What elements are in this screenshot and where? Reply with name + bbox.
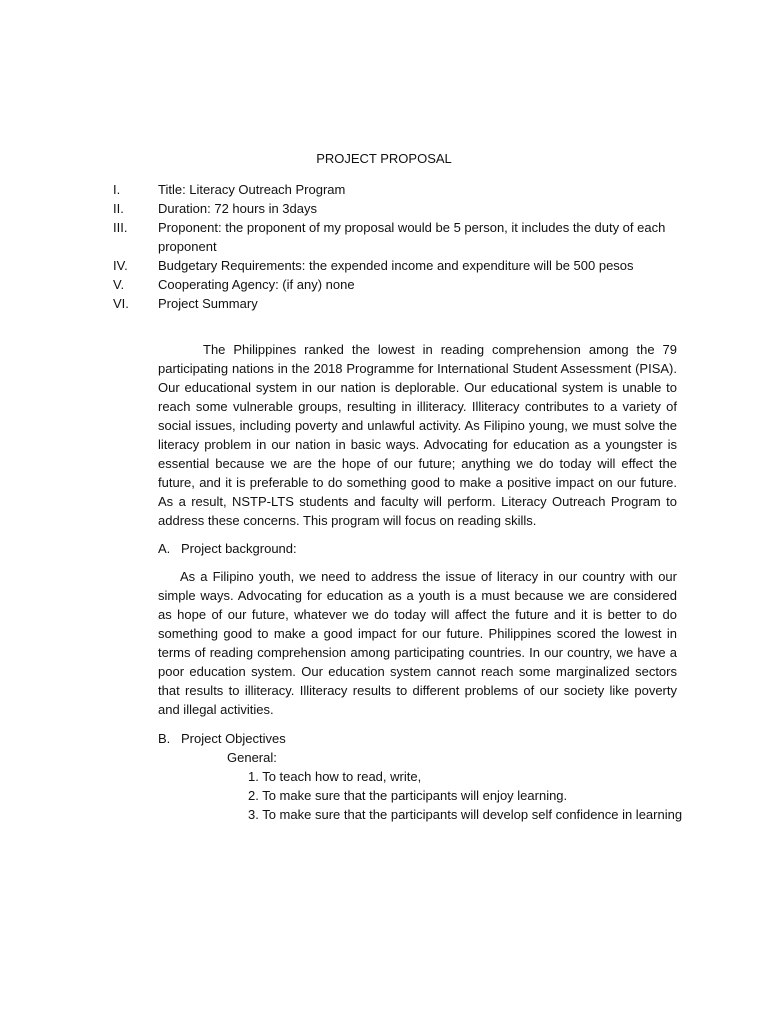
section-text: Budgetary Requirements: the expended income and expenditure will be 500 pesos [158,258,634,273]
general-label: General: [227,750,277,765]
project-background-paragraph: As a Filipino youth, we need to address the issue of literacy in our country with our simple ways. Advocating for education as a youth is a must because we are considered as hope of our future, whatever we do today will affect the future and it is better to do something good to make a good impact for our future. Philippines scored the lowest in terms of reading comprehension among participating countries. In our country, we have a poor education system. Our education system cannot reach some marginalized sectors that results to illiteracy. Illiteracy results to different problems of our society like poverty and illegal activities. [158,569,677,717]
section-text: Cooperating Agency: (if any) none [158,277,355,292]
objectives-list [248,767,682,824]
section-number: VI. [113,296,129,311]
section-text: Title: Literacy Outreach Program [158,182,346,197]
section-item [113,180,673,199]
heading-letter: B. [158,731,171,746]
section-text: Project Summary [158,296,258,311]
section-number: III. [113,220,128,235]
section-number: II. [113,201,124,216]
objective-item: 3. To make sure that the participants will develop self confidence in learning [248,807,683,822]
heading-letter: A. [158,541,171,556]
heading-text: Project Objectives [181,731,286,746]
section-item [113,218,673,256]
document-title: PROJECT PROPOSAL [316,151,452,166]
section-number: IV. [113,258,128,273]
section-number: V. [113,277,125,292]
section-item [113,256,673,275]
heading-text: Project background: [181,541,297,556]
section-item [113,199,673,218]
section-item [113,275,673,294]
project-objectives-heading [158,729,286,748]
project-background-heading [158,539,297,558]
objective-item: 1. To teach how to read, write, [248,769,422,784]
section-text: Duration: 72 hours in 3days [158,201,317,216]
section-item [113,294,673,313]
section-text: Proponent: the proponent of my proposal would be 5 person, it includes the duty of each proponent [158,220,666,254]
proposal-sections-list [113,180,673,313]
project-summary-paragraph: The Philippines ranked the lowest in reading comprehension among the 79 participating nations in the 2018 Programme for International Student Assessment (PISA). Our educational system in our nation is deplorable. Our educational system is unable to reach some vulnerable groups, resulting in illiteracy. Illiteracy contributes to a variety of social issues, including poverty and unlawful activity. As Filipino young, we must solve the literacy problem in our nation in basic ways. Advocating for education as a youngster is essential because we are the hope of our future; anything we do today will effect the future, and it is preferable to do something good to make a positive impact on our future. As a result, NSTP-LTS students and faculty will perform. Literacy Outreach Program to address these concerns. This program will focus on reading skills. [158,342,677,528]
objective-item: 2. To make sure that the participants will enjoy learning. [248,788,568,803]
section-number: I. [113,182,121,197]
